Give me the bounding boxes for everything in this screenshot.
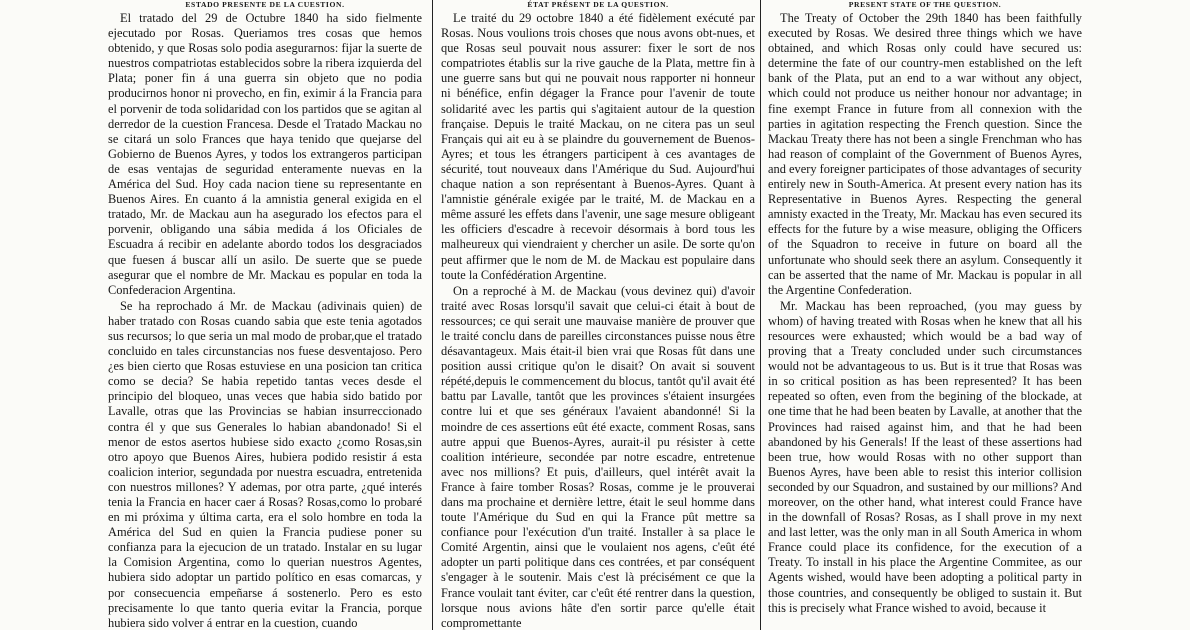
french-paragraph-2: On a reproché à M. de Mackau (vous devinez qui) d'avoir traité avec Rosas lorsqu'il savait que celui-ci était à bout de ressources; ce qui serait une mauvaise manière de prouver que le traité conclu dans de pareilles circonstances puisse nous être désavantageux. Mais était-il bien vrai que Rosas fût dans une position aussi critique qu'on le disait? On avait si souvent répété,depuis le commencement du blocus, tantôt qu'il avait été battu par Lavalle, tantôt que les provinces s'étaient insurgées contre lui et que ses généraux l'avaient abandonné! Si la moindre de ces assertions eût été exacte, comment Rosas, sans autre appui que Buenos-Ayres, aurait-il pu résister à cette coalition intérieure, secondée par notre escadre, entretenue avec nos millions? Et puis, d'ailleurs, quel intérêt avait la France à faire tomber Rosas? Rosas, comme je le prouverai dans ma prochaine et dernière lettre, était le seul homme dans toute l'Amérique du Sud en qui la France pût mettre sa confiance pour l'exécution d'un traité. Installer à sa place le Comité Argentin, ainsi que le voulaient nos agens, c'eût été adopter un parti politique dans ces contrées, et par conséquent s'engager à le soutenir. Mais c'est là précisément ce que la France voulait tant éviter, car c'eût été rentrer dans la question, lorsque nous avions hâte d'en sortir parce qu'elle était compromettante <box>441 283 755 630</box>
french-paragraph-1: Le traité du 29 octobre 1840 a été fidèlement exécuté par Rosas. Nous voulions trois choses que nous avons obt-nues, et que Rosas seul pouvait nous assurer: fixer le sort de nos compatriotes établis sur la rive gauche de la Plata, mettre fin à une guerre sans but qui ne pouvait nous rapporter ni honneur ni bénéfice, enfin dégager la France pour l'avenir de toute solidarité avec les partis qui s'agitaient autour de la question française. Depuis le traité Mackau, on ne citera pas un seul Français qui ait eu à se plaindre du gouvernement de Buenos-Ayres; et tous les étrangers participent à ces avantages de sécurité, tout nouveaux dans l'Amérique du Sud. Aujourd'hui chaque nation a son représentant à Buenos-Ayres. Quant à l'amnistie générale exigée par le traité, M. de Mackau en a même assuré les effets dans l'avenir, une sage mesure obligeant les officiers d'escadre à recevoir désormais à bord tous les malheureux qui viendraient y chercher un asile. De sorte qu'on peut affirmer que le nom de M. de Mackau est populaire dans toute la Confédération Argentine. <box>441 11 755 282</box>
spanish-paragraph-2: Se ha reprochado á Mr. de Mackau (adivinais quien) de haber tratado con Rosas cuando sabia que este tenia agotados sus recursos; lo que seria un mal modo de probar,que el tratado concluido en tales circunstancias nos fuese desventajoso. Pero ¿es bien cierto que Rosas estuviese en una posicion tan critica como se decia? Se habia repetido tantas veces desde el principio del bloqueo, unas veces que habia sido batido por Lavalle, otras que las Provincias se habian insurreccionado contra él y que sus Generales lo habian abandonado! Si el menor de estos asertos hubiese sido exacto ¿como Rosas,sin otro apoyo que Buenos Aires, hubiera podido resistir á esta coalicion interior, segundada por nuestra escuadra, entretenida con nuestros millones? Y ademas, por otra parte, ¿qué interés tenia la Francia en hacer caer á Rosas? Rosas,como lo probaré en mi próxima y última carta, era el solo hombre en toda la América del Sud en quien la Francia pudiese poner su confianza para la ejecucion de un tratado. Instalar en su lugar la Comision Argentina, como lo querian nuestros Agentes, hubiera sido adoptar un partido político en esas comarcas, y por consecuencia empeñarse á sostenerlo. Pero es esto precisamente lo que tanto queria evitar la Francia, porque hubiera sido volver á entrar en la cuestion, cuando <box>108 298 422 630</box>
english-column-header: PRESENT STATE OF THE QUESTION. <box>848 0 1002 9</box>
english-paragraph-1: The Treaty of October the 29th 1840 has been faithfully executed by Rosas. We desired three things which we have obtained, and which Rosas only could have secured us: determine the fate of our country-men established on the left bank of the Plata, put an end to a war without any object, which could not produce us neither honour nor advantage; in fine exempt France in future from all connexion with the parties in agitation respecting the French question. Since the Mackau Treaty there has not been a single Frenchman who has had reason of complaint of the Government of Buenos Ayres, and every foreigner participates of those advantages of security entirely new in South-America. At present every nation has its Representative in Buenos Ayres. Respecting the general amnisty exacted in the Treaty, Mr. Mackau has even secured its effects for the future by a wise measure, obliging the Officers of the Squadron to receive in future on board all the unfortunate who should seek there an asylum. Consequently it can be asserted that the name of Mr. Mackau is popular in all the Argentine Confederation. <box>768 11 1082 297</box>
english-column <box>768 0 1082 630</box>
column-divider-right <box>760 0 761 630</box>
spanish-column <box>108 0 422 630</box>
column-divider-left <box>432 0 433 630</box>
spanish-paragraph-1: El tratado del 29 de Octubre 1840 ha sido fielmente ejecutado por Rosas. Queriamos tres cosas que hemos obtenido, y que Rosas solo podia asegurarnos: fijar la suerte de nuestros compatriotas establecidos sobre la ribera izquierda del Plata; poner fin á una guerra sin objeto que no podia producirnos honor ni provecho, en fin, eximir á la Francia para el porvenir de toda solidaridad con los partidos que se agitan al derredor de la cuestion Francesa. Desde el Tratado Mackau no se citará un solo Frances que haya tenido que quejarse del Gobierno de Buenos Ayres, y todos los extrangeros participan de esas ventajas de seguridad enteramente nuevas en la América del Sud. Hoy cada nacion tiene su representante en Buenos Aires. En cuanto á la amnistia general exigida en el tratado, Mr. de Mackau aun ha asegurado los efectos para el porvenir, obligando una sábia medida á los Oficiales de Escuadra á recibir en adelante abordo todos los desgraciados que fuesen á buscar allí un asilo. De suerte que se puede asegurar que el nombre de Mr. Mackau es popular en toda la Confederacion Argentina. <box>108 11 422 297</box>
spanish-column-header: ESTADO PRESENTE DE LA CUESTION. <box>185 0 345 9</box>
english-paragraph-2: Mr. Mackau has been reproached, (you may guess by whom) of having treated with Rosas when he knew that all his resources were exhausted; which would be a bad way of proving that a Treaty concluded under such circumstances would not be advantageous to us. But is it true that Rosas was in so critical position as has been represented? It has been repeated so often, even from the begining of the blockade, at one time that he had been beaten by Lavalle, at another that the Provinces had raised against him, and that he had been abandoned by his Generals! If the least of these assertions had been true, how would Rosas with no other support than Buenos Ayres, have been able to resist this interior collision seconded by our Squadron, and sustained by our millions? And moreover, on the other hand, what interest could France have in the downfall of Rosas? Rosas, as I shall prove in my next and last letter, was the only man in all South America in whom France could place its confidence, for the execution of a Treaty. To install in his place the Argentine Commitee, as our Agents wished, would have been adopting a political party in those countries, and consequently be obliged to sustain it. But this is precisely what France wished to avoid, because it <box>768 298 1082 615</box>
french-column <box>441 0 755 630</box>
french-column-header: ÉTAT PRÉSENT DE LA QUESTION. <box>527 0 669 9</box>
